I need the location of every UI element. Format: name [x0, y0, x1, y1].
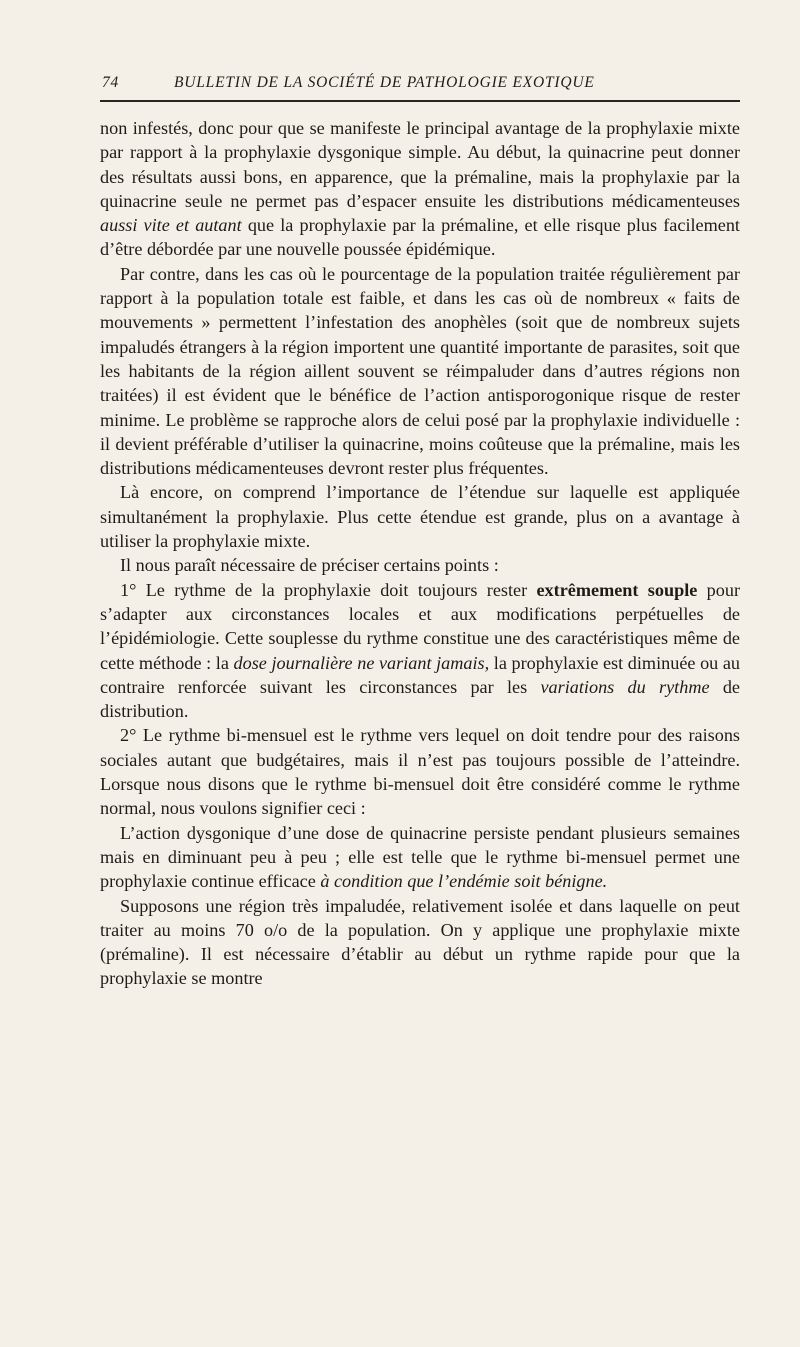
running-title: BULLETIN DE LA SOCIÉTÉ DE PATHOLOGIE EXOTIQUE — [174, 74, 595, 91]
paragraph-1: non infestés, donc pour que se manifeste le principal avantage de la prophylaxie mixte par rapport à la prophylaxie dysgonique simple. Au début, la quinacrine peut donner des résultats aussi bons, en apparence, que la prémaline, mais la prophylaxie par la quinacrine seule ne permet pas d’espacer ensuite les distributions médicamenteuses aussi vite et autant que la prophylaxie par la prémaline, et elle risque plus facilement d’être débordée par une nouvelle poussée épidémique. — [100, 118, 740, 260]
paragraph-7: L’action dysgonique d’une dose de quinacrine persiste pendant plusieurs semaines mais en diminuant peu à peu ; elle est telle que le rythme bi-mensuel permet une prophylaxie continue efficace à condition que l’endémie soit bénigne. — [100, 822, 740, 892]
emphasis-extremement-souple: extrêmement souple — [536, 579, 698, 600]
paragraph-4: Il nous paraît nécessaire de préciser certains points : — [120, 555, 499, 576]
paragraph-2: Par contre, dans les cas où le pourcentage de la population traitée régulièrement par rapport à la population totale est faible, et dans les cas où de nombreux « faits de mouvements » permettent l’infestation des anophèles (soit que de nombreux sujets impaludés étrangers à la région importent une quantité importante de parasites, soit que les habitants de la région aillent souvent se réimpaluder dans d’autres régions non traitées) il est évident que le bénéfice de l’action antisporogonique risque de rester minime. Le problème se rapproche alors de celui posé par la prophylaxie individuelle : il devient préférable d’utiliser la quinacrine, moins coûteuse que la prémaline, mais les distributions médicamenteuses devront rester plus fréquentes. — [100, 263, 740, 479]
paragraph-6: 2° Le rythme bi-mensuel est le rythme vers lequel on doit tendre pour des raisons sociales autant que budgétaires, mais il n’est pas toujours possible de l’atteindre. Lorsque nous disons que le rythme bi-mensuel doit être considéré comme le rythme normal, nous voulons signifier ceci : — [100, 725, 740, 819]
emphasis-aussi-vite: aussi vite et autant — [100, 215, 242, 236]
running-header — [100, 72, 740, 100]
paragraph-3: Là encore, on comprend l’importance de l’étendue sur laquelle est appliquée simultanément la prophylaxie. Plus cette étendue est grande, plus on a avantage à utiliser la prophylaxie mixte. — [100, 482, 740, 552]
emphasis-condition: à condition que l’endémie soit bénigne. — [320, 871, 608, 892]
emphasis-dose-journaliere: dose journalière ne variant jamais, — [233, 652, 490, 673]
emphasis-variations-du-rythme: variations du rythme — [540, 676, 710, 697]
paragraph-8: Supposons une région très impaludée, relativement isolée et dans laquelle on peut traiter au moins 70 o/o de la population. On y applique une prophylaxie mixte (prémaline). Il est nécessaire d’établir au début un rythme rapide pour que la prophylaxie se montre — [100, 895, 740, 989]
header-rule — [100, 100, 740, 102]
paragraph-5: 1° Le rythme de la prophylaxie doit toujours rester extrêmement souple pour s’adapter aux circonstances locales et aux modifications perpétuelles de l’épidémiologie. Cette souplesse du rythme constitue une des caractéristiques même de cette méthode : la dose journalière ne variant jamais, la prophylaxie est diminuée ou au contraire renforcée suivant les circonstances par les variations du rythme de distribution. — [100, 579, 741, 722]
page-number: 74 — [102, 74, 120, 91]
body-text — [100, 116, 740, 991]
